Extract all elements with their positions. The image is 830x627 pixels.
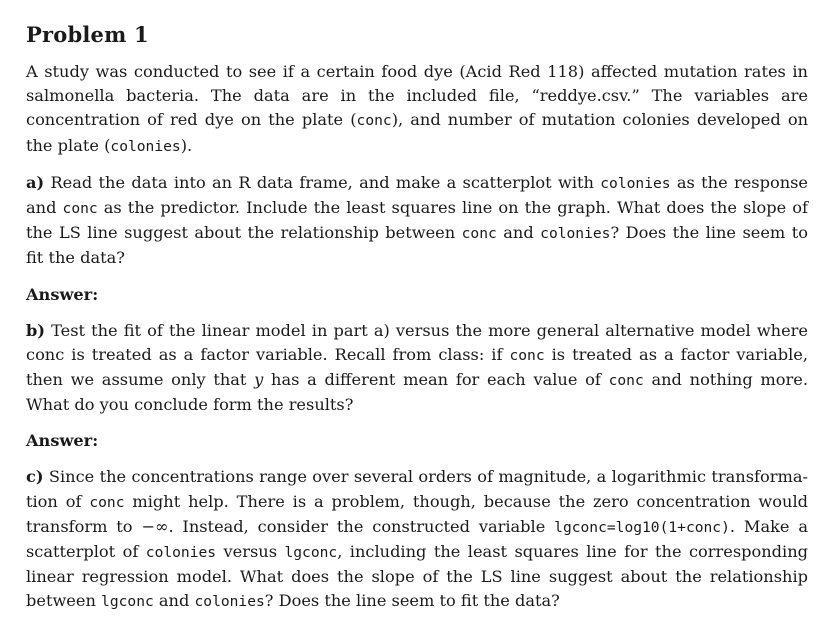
code-colonies: colonies [600, 174, 671, 192]
question-text: Test the fit of the linear model in part a) versus the more general alternative model where conc is treated as a factor variable. Recall from class: if [26, 320, 808, 364]
question-text: might help. There is a problem, though, because the zero concentration would transform to −∞. Instead, consider the constructed variable [26, 491, 809, 536]
code-colonies: colonies [110, 137, 181, 155]
code-colonies: colonies [540, 225, 611, 243]
code-colonies: colonies [145, 544, 217, 562]
question-text: ? Does the line seem to fit the data? [26, 223, 808, 268]
code-conc: conc [356, 112, 392, 130]
question-b-label: b) [26, 320, 45, 340]
question-text: versus [216, 542, 285, 562]
answer-b-label: Answer: [26, 431, 99, 451]
document-page [26, 22, 808, 627]
code-conc: conc [509, 346, 545, 364]
question-text: has a different mean for each value of [263, 370, 609, 390]
math-y: y [254, 370, 264, 390]
code-conc: conc [89, 493, 125, 511]
question-text: as the response and [26, 172, 809, 218]
question-c-label: c) [26, 467, 44, 487]
question-text: . Make a scatterplot of [26, 516, 808, 562]
intro-text: A study was conducted to see if a certain food dye (Acid Red 118) affected mutation rates in salmonella bacteria. The data are in the included file, “reddye.csv.” The variables are concentration of red dye on the plate ( [26, 62, 808, 130]
question-b [26, 319, 808, 418]
intro-paragraph [26, 60, 808, 159]
code-conc: conc [461, 225, 497, 243]
code-conc: conc [62, 200, 98, 218]
question-text: Since the concentrations range over several orders of magnitude, a logarithmic transformation of [26, 467, 808, 511]
code-colonies: colonies [194, 593, 265, 611]
code-conc: conc [608, 372, 644, 390]
question-text: and [153, 591, 195, 611]
question-text: and [496, 223, 541, 243]
code-lgconc: lgconc [101, 593, 154, 611]
question-text: , including the least squares line for the corresponding linear regression model. What does the slope of the LS line suggest about the relationship between [26, 542, 809, 611]
question-text: is treated as a factor variable, then we assume only that [26, 344, 808, 390]
question-a-label: a) [26, 172, 45, 192]
intro-text: ), and number of mutation colonies developed on the plate ( [26, 110, 808, 155]
question-c [26, 465, 808, 614]
answer-a-label: Answer: [26, 284, 99, 304]
code-lgconc-definition: lgconc=log10(1+conc) [554, 518, 730, 536]
code-lgconc: lgconc [284, 544, 338, 562]
question-text: as the predictor. Include the least squares line on the graph. What does the slope of the LS line suggest about the relationship between [26, 198, 808, 243]
question-text: and nothing more. What do you conclude form the results? [26, 370, 808, 415]
intro-text: ). [180, 135, 193, 155]
problem-title: Problem 1 [26, 22, 149, 47]
question-a [26, 171, 808, 271]
question-text: ? Does the line seem to fit the data? [264, 591, 560, 611]
question-text: Read the data into an R data frame, and make a scatterplot with [44, 172, 601, 192]
